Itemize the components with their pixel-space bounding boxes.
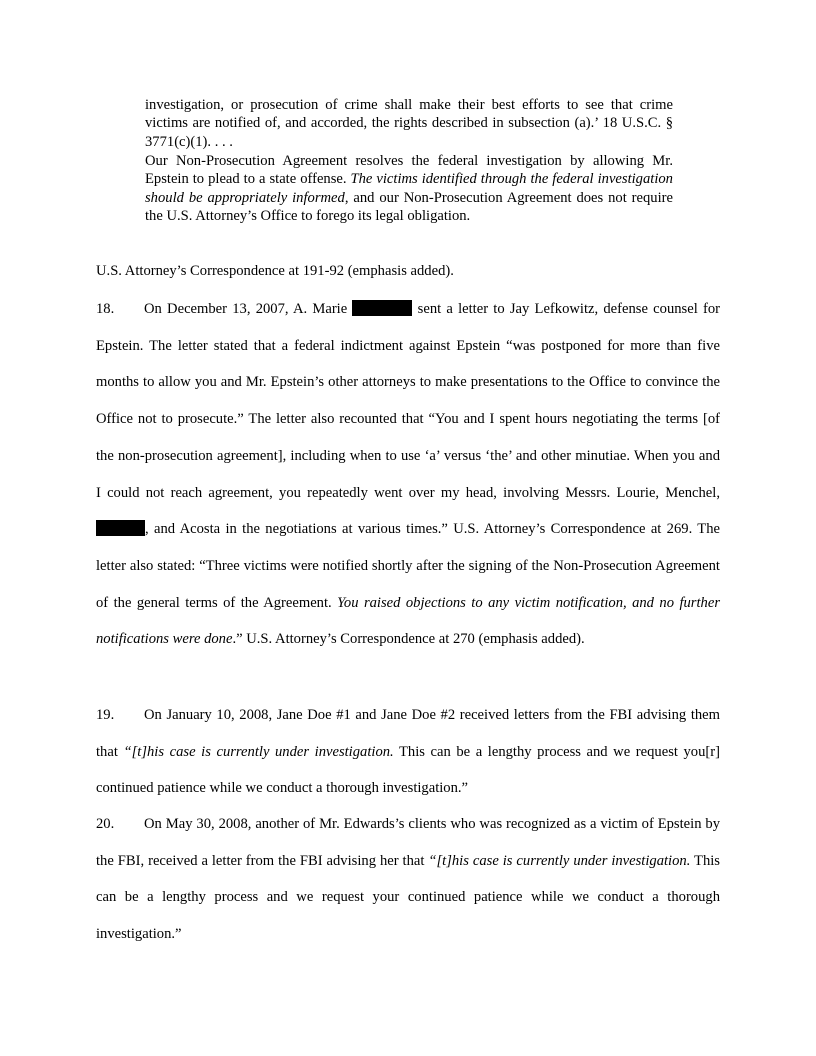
paragraph-19 [96, 697, 720, 807]
paragraph-emphasis: “[t]his case is currently under investigation. [428, 852, 691, 869]
paragraph-text: , and Acosta in the negotiations at various times.” U.S. Attorney’s Correspondence at 269. The letter also stated: “Three victims were notified shortly after the signing of the Non-Prosecution Agreement of the general terms of the Agreement. [96, 521, 720, 611]
paragraph-text: On May 30, 2008, another of Mr. Edwards’s clients who was recognized as a victim of Epstein by the FBI, received a letter from the FBI advising her that [96, 816, 720, 869]
block-quote-part2 [145, 152, 673, 226]
paragraph-number: 19. [96, 707, 115, 723]
quote-emphasis: The victims identified through the federal investigation should be appropriately informed [145, 171, 673, 206]
paragraph-emphasis: You raised objections to any victim notification, and no further notifications were done [96, 594, 720, 648]
quote-text: , and our Non-Prosecution Agreement does not require the U.S. Attorney’s Office to forego its legal obligation. [145, 189, 673, 225]
redaction-box [352, 300, 412, 316]
paragraph-text: This can be a lengthy process and we request you[r] continued patience while we conduct a thorough investigation.” [96, 743, 720, 797]
paragraph-20 [96, 806, 720, 953]
paragraph-emphasis: “[t]his case is currently under investigation. [123, 743, 394, 760]
paragraph-number: 20. [96, 816, 115, 832]
paragraph-text: This can be a lengthy process and we request your continued patience while we conduct a thorough investigation.” [96, 852, 720, 943]
block-quote-part1: investigation, or prosecution of crime shall make their best efforts to see that crime victims are notified of, and accorded, the rights described in subsection (a).’ 18 U.S.C. § 3771(c)(1). . . . [145, 97, 673, 150]
paragraph-text: On December 13, 2007, A. Marie [144, 301, 353, 317]
paragraph-18 [96, 291, 720, 658]
redaction-box [96, 520, 145, 536]
quote-text: Our Non-Prosecution Agreement resolves the federal investigation by allowing Mr. Epstein to plead to a state offense. [145, 153, 673, 188]
citation: U.S. Attorney’s Correspondence at 191-92 (emphasis added). [96, 263, 454, 279]
paragraph-text: On January 10, 2008, Jane Doe #1 and Jane Doe #2 received letters from the FBI advising them that [96, 707, 720, 760]
paragraph-number: 18. [96, 301, 115, 317]
paragraph-text: .” U.S. Attorney’s Correspondence at 270 (emphasis added). [232, 631, 585, 648]
paragraph-text: sent a letter to Jay Lefkowitz, defense counsel for Epstein. The letter stated that a federal indictment against Epstein “was postponed for more than five months to allow you and Mr. Epstein’s other attorneys to make presentations to the Office to convince the Office not to prosecute.” The letter also recounted that “You and I spent hours negotiating the terms [of the non-prosecution agreement], including when to use ‘a’ versus ‘the’ and other minutiae. When you and I could not reach agreement, you repeatedly went over my head, involving Messrs. Lourie, Menchel, [96, 301, 720, 501]
